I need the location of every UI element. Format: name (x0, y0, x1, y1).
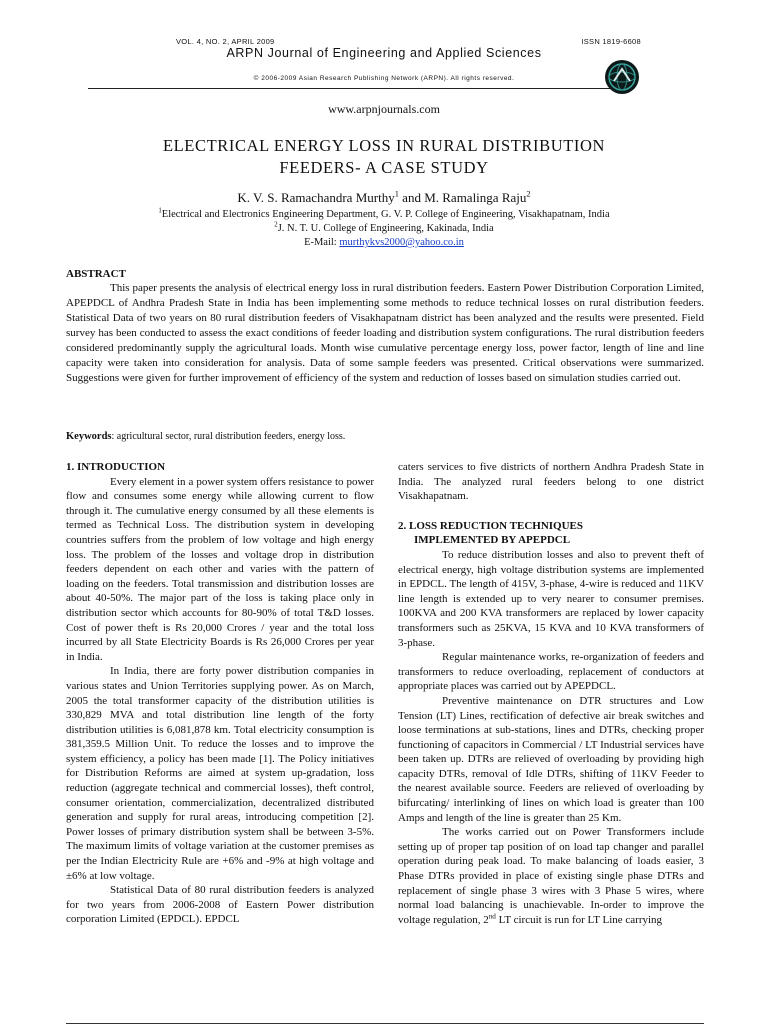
left-column (66, 460, 374, 927)
copyright-notice: © 2006-2009 Asian Research Publishing Network (ARPN). All rights reserved. (253, 75, 515, 82)
issn-info: ISSN 1819-6608 (581, 37, 641, 46)
section-heading-line: IMPLEMENTED BY APEPDCL (414, 534, 571, 547)
header-divider (88, 88, 618, 89)
affiliation-1 (0, 208, 768, 221)
paper-title (60, 135, 708, 179)
paper-title-line: FEEDERS- A CASE STUDY (279, 158, 489, 177)
section-heading-loss-reduction (398, 519, 704, 548)
paragraph: In India, there are forty power distribution companies in various states and Union Territories supplying power. As on March, 2005 the total transformer capacity of the distribution utilities is 330,829 MVA and total distribution line length of the forty distribution utilities is 6,081,878 km. Total electricity consumption is 381,359.5 Million Unit. To reduce the losses and to improve the system efficiency, a policy has been made [1]. The Policy initiatives for Distribution Reforms are aimed at system up-gradation, loss reduction (aggregate technical and commercial losses), theft control, consumer orientation, commercialization, decentralized distributed generation and supply for rural areas, introducing competition [2]. Power losses of primary distribution system shall be between 3-5%. The maximum limits of voltage variation at the customer premises as per the Indian Electricity Rule are +6% and -9% at high voltage and ±6% at low voltage. (66, 665, 374, 882)
paragraph: To reduce distribution losses and also to prevent theft of electrical energy, high voltage distribution systems are implemented in EPDCL. The length of 415V, 3-phase, 4-wire is reduced and 11KV line length is extended up to very nearer to consumer premises. 100KVA and 200 KVA transformers are replaced by lower capacity transformers such as 25KVA, 15 KVA and 10 KVA transformers of 3-phase. (398, 548, 704, 649)
paragraph-text: LT circuit is run for LT Line carrying (495, 913, 663, 926)
keywords-label: Keywords (66, 431, 112, 442)
journal-name: ARPN Journal of Engineering and Applied Sciences (226, 46, 542, 60)
journal-url[interactable]: www.arpnjournals.com (328, 102, 440, 116)
volume-info: VOL. 4, NO. 2, APRIL 2009 (176, 37, 275, 46)
arpn-logo-icon (604, 59, 640, 95)
paragraph-text: The works carried out on Power Transformers include setting up of proper tap position of on load tap changer and parallel operation during peak load. To make balancing of loads easier, 3 Phase DTRs provided in place of existing single phase DTRs and replacement of single phase 3 wires with 3 Phase 5 wires, where normal load balancing is unachievable. In-order to improve the voltage regulation, 2 (398, 826, 704, 926)
author-list (0, 190, 768, 206)
paper-title-line: ELECTRICAL ENERGY LOSS IN RURAL DISTRIBUTION (162, 136, 606, 155)
paragraph (398, 825, 704, 927)
email-label: E-Mail: (304, 237, 340, 248)
paragraph: Statistical Data of 80 rural distribution feeders is analyzed for two years from 2006-2008 of Eastern Power distribution corporation Limited (EPDCL). EPDCL (66, 884, 374, 926)
author-name: K. V. S. Ramachandra Murthy (237, 190, 395, 205)
affiliation-marker: 2 (274, 221, 278, 229)
email-link[interactable]: murthykvs2000@yahoo.co.in (339, 237, 464, 248)
ordinal-suffix: nd (488, 912, 496, 921)
affiliation-marker: 1 (394, 188, 399, 199)
keywords (66, 430, 704, 444)
paragraph: Preventive maintenance on DTR structures and Low Tension (LT) Lines, rectification of defective air break switches and loose terminations at sub-stations, lines and DTRs, checking proper functioning of capacitors in Commercial / LT Industrial services have been taken up. DTRs are relieved of overloading by providing high capacity DTRs, removal of Idle DTRs, shifting of 11KV Feeder to the nearest available source. Feeders are relieved of overloading by bifurcating/ interlinking of lines on which load is greater than 100 Amps and length of the line is greater than 25 Km. (398, 694, 704, 824)
author-name: and M. Ramalinga Raju (398, 190, 527, 205)
affiliation-marker: 1 (158, 207, 162, 215)
abstract-heading: ABSTRACT (66, 268, 126, 280)
section-heading-line: 2. LOSS REDUCTION TECHNIQUES (398, 519, 584, 532)
affiliation-2 (0, 222, 768, 235)
contact-email (0, 236, 768, 249)
affiliation-marker: 2 (526, 188, 531, 199)
affiliation-text: Electrical and Electronics Engineering Department, G. V. P. College of Engineering, Visakhapatnam, India (161, 209, 610, 220)
right-column (398, 460, 704, 927)
affiliation-text: J. N. T. U. College of Engineering, Kakinada, India (277, 223, 494, 234)
paragraph-continuation: caters services to five districts of northern Andhra Pradesh State in India. The analyzed rural feeders belong to one district Visakhapatnam. (398, 461, 704, 503)
section-heading-introduction: 1. INTRODUCTION (66, 461, 166, 473)
paragraph: Regular maintenance works, re-organization of feeders and transformers to reduce overloading, replacement of conductors at appropriate places was carried out by APEPDCL. (398, 651, 704, 693)
paragraph: Every element in a power system offers resistance to power flow and consumes some energy while allowing current to flow through it. The cumulative energy consumed by all these elements is termed as Technical Loss. The distribution system in developing countries suffers from the problem of low voltage and high energy loss. The problem of the losses and voltage drop in distribution feeders dependent on each other and varies with the pattern of loading on the feeders. Total transmission and distribution losses are about 40-50%. The major part of the loss is taking place only in distribution sector which accounts for 80-90% of total T&D losses. Cost of power theft is Rs 20,000 Crores / year and the total loss incurred by all State Electricity Boards is Rs 26,000 Crores per year in India. (66, 475, 374, 663)
keywords-text: : agricultural sector, rural distribution feeders, energy loss. (111, 431, 346, 442)
abstract-text: This paper presents the analysis of electrical energy loss in rural distribution feeders. Eastern Power Distribution Corporation Limited, APEPDCL of Andhra Pradesh State in India has been implementing some methods to reduce technical losses on rural distribution feeders. Statistical Data of two years on 80 rural distribution feeders of Visakhapatnam district has been analyzed and the results were presented. Field survey has been conducted to assess the exact conditions of feeder loading and distribution system configurations. The rural distribution feeders considered predominantly supply the agricultural loads. Month wise cumulative percentage energy loss, power factor, length of line and line capacity were taken into consideration for analysis. Data of some sample feeders was presented. Critical observations were summarized. Suggestions were given for further improvement of efficiency of the system and reduction of losses based on simulation studies carried out. (66, 282, 704, 384)
